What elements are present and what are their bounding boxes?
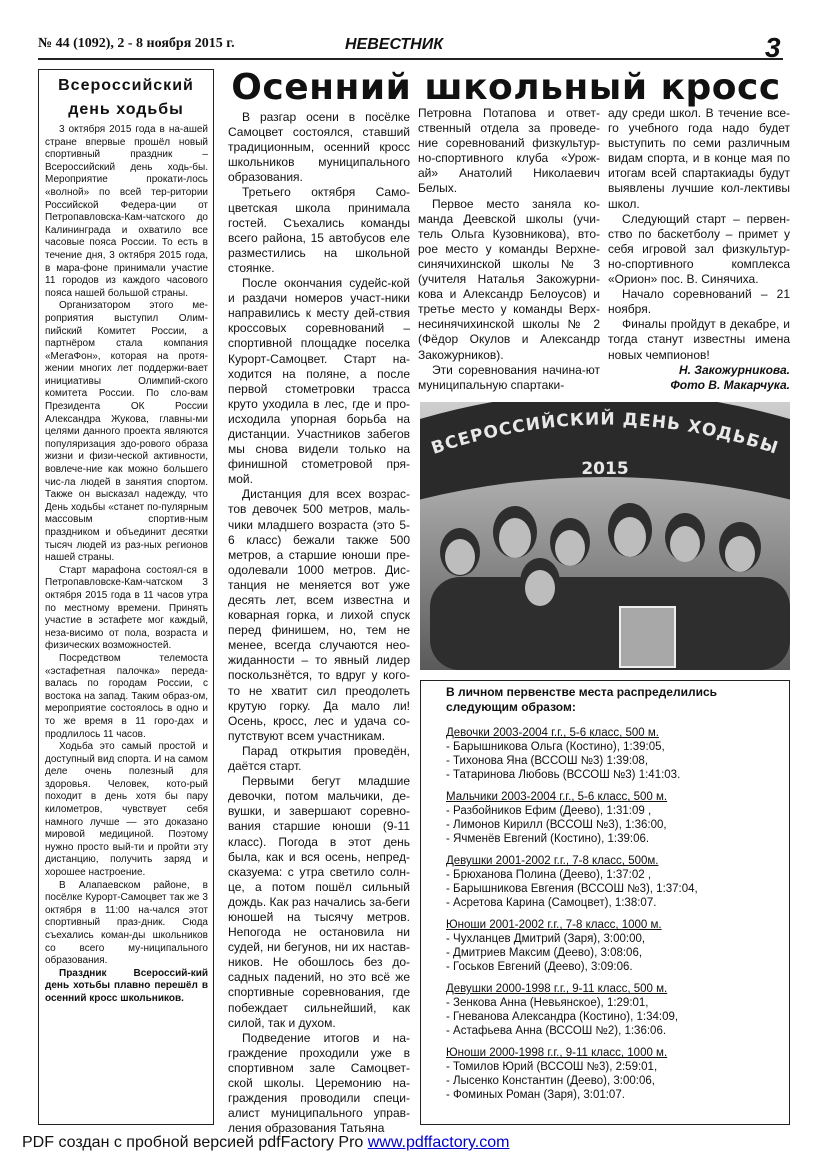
article-paragraph: Начало соревнований – 21 ноября. (608, 287, 790, 317)
sidebar-text (45, 124, 208, 1006)
results-row: - Барышникова Евгения (ВССОШ №3), 1:37:04, (446, 883, 698, 895)
sidebar-paragraph: В Алапаевском районе, в посёлке Курорт-Самоцвет так же 3 октября в 11:00 на-чался этот спортивный праз-дник. Сюда съехались коман-ды школьников со всего му-ниципального образования. (45, 879, 208, 967)
sidebar-paragraph: Старт марафона состоял-ся в Петропавловске-Кам-чатском 3 октября 2015 года в 11 часов утра по местному времени. Принять участие в эстафете мог каждый, неза-висимо от пола, возраста и физических возможностей. (45, 564, 208, 652)
results-row: - Барышникова Ольга (Костино), 1:39:05, (446, 741, 665, 753)
article-paragraph: Дистанция для всех возрас-тов девочек 500 метров, маль-чики младшего возраста (это 5-6 класс) бежали также 500 метров, а старшие юноши пре-одолевали 1000 метров. Дис-танция не меняется вот уже десять лет, всем известна и коварная горка, и лихой спуск перед финишем, но, тем не менее, всегда случаются нео-жиданности – то явный лидер поскользнётся, то вдруг у кого-то не хватит сил преодолеть крутую горку. Да мало ли! Осень, кросс, лес и удача со-путствуют всем участникам. (228, 487, 410, 743)
results-row: - Разбойников Ефим (Деево), 1:31:09 , (446, 805, 652, 817)
results-row: - Татаринова Любовь (ВССОШ №3) 1:41:03. (446, 769, 681, 781)
results-row: - Чухланцев Дмитрий (Заря), 3:00:00, (446, 933, 646, 945)
results-category-title: Девочки 2003-2004 г.г., 5-6 класс, 500 м. (446, 727, 659, 739)
results-row: - Томилов Юрий (ВССОШ №3), 2:59:01, (446, 1061, 658, 1073)
pdf-footer (22, 1134, 509, 1152)
results-row: - Зенкова Анна (Невьянское), 1:29:01, (446, 997, 649, 1009)
article-paragraph: Третьего октября Само-цветская школа принимала гостей. Съехались команды всего района, 15 автобусов еле разместились на школьной стоянке. (228, 185, 410, 275)
results-content (446, 685, 786, 1102)
results-category-title: Юноши 2000-1998 г.г., 9-11 класс, 1000 м. (446, 1047, 668, 1059)
results-category-title: Юноши 2001-2002 г.г., 7-8 класс, 1000 м. (446, 919, 662, 931)
sidebar-title-line2: день ходьбы (68, 101, 184, 118)
article-paragraph: Первое место заняла ко-манда Деевской школы (учи-тель Ольга Кузовникова), вто-рое место у команды Верхне-синячихинской школы № 3 (учителя Наталья Закожурни-кова и Александр Белоусов) и третье место у команды Верх-несинячихинской школы № 2 (Фёдор Окулов и Александр Закожурников). (418, 196, 600, 362)
sidebar-title-line1: Всероссийский (58, 77, 194, 94)
article-paragraph: Следующий старт – первен-ство по баскетболу – примет у себя игровой зал физкультур-но-спортивного комплекса «Орион» пос. В. Синячиха. (608, 211, 790, 287)
certificate-frame (620, 607, 675, 667)
article-author: Н. Закожурникова. (678, 362, 790, 377)
results-row: - Ячменёв Евгений (Костино), 1:39:06. (446, 833, 650, 845)
article-column-2 (418, 106, 600, 393)
results-category-title: Девушки 2000-1998 г.г., 9-11 класс, 500 м. (446, 983, 668, 995)
footer-link[interactable]: www.pdffactory.com (367, 1134, 510, 1151)
page-number: 3 (765, 32, 781, 63)
header-rule (38, 58, 783, 60)
sidebar-paragraph: Организатором этого ме-роприятия выступил Олим-пийский Комитет России, а партнёром стала компания «МегаФон», которая на протя-жении многих лет поддержи-вает инициативы Олимпий-ского комитета России. По сло-вам Президента ОК России Александра Жукова, главны-ми целями данного проекта являются популяризация здо-рового образа жизни и физи-ческой активности, вовлече-ние как можно большего чис-ла людей в занятия спортом. Также он высказал надежду, что День ходьбы «станет по-пулярным массовым спортив-ным праздником и объединит десятки тысяч людей из раз-ных регионов нашей страны. (45, 300, 208, 564)
sidebar-paragraph: Посредством телемоста «эстафетная палочка» переда-валась по городам России, с востока на запад. Таким образ-ом, мероприятие состоялось в одно и то же время в 11 горо-дах и продлилось 11 часов. (45, 652, 208, 740)
results-category-title: Мальчики 2003-2004 г.г., 5-6 класс, 500 м. (446, 791, 668, 803)
sidebar-paragraph: 3 октября 2015 года в на-ашей стране впервые прошёл новый спортивный праздник – Всероссийский день ходь-бы. Мероприятие прокати-лось «волной» по всей тер-ритории Российской Федера-ции от Петропавловска-Кам-чатского до Калининграда и охватило все часовые пояса России. То есть в течение дня, 3 октября 2015 года, в мара-фоне принимали участие 11 городов из каждого часового пояса нашей большой страны. (45, 124, 208, 299)
article-paragraph: Петровна Потапова и ответ-ственный отдела за проведе-ние соревнований физкультур-но-спортивного клуба «Урож-ай» Анатолий Николаевич Белых. (418, 106, 600, 196)
article-paragraph: После окончания судейс-кой и раздачи номеров участ-ники направились к месту дей-ствия кроссовых соревнований – спортивной площадке поселка Курорт-Самоцвет. Старт на-ходится на поляне, а после первой стометровки трасса круто уходила в лес, где и про-исходила упорная борьба на дистанции. Участников забегов мы снова видели только на финишной стометровой пря-мой. (228, 276, 410, 487)
article-headline: Осенний школьный кросс (231, 67, 781, 108)
article-paragraph: В разгар осени в посёлке Самоцвет состоялся, ставший традиционным, осенний кросс школьников муниципального образования. (228, 110, 410, 185)
article-paragraph: Эти соревнования начина-ют муниципальную спартаки- (418, 362, 600, 392)
photo-credit: Фото В. Макарчука. (670, 377, 790, 392)
team-photo-graphic (420, 402, 790, 670)
results-row: - Брюханова Полина (Деево), 1:37:02 , (446, 869, 652, 881)
results-row: - Лысенко Константин (Деево), 3:00:06, (446, 1075, 655, 1087)
results-row: - Тихонова Яна (ВССОШ №3) 1:39:08, (446, 755, 649, 767)
results-row: - Фоминых Роман (Заря), 3:01:07. (446, 1089, 625, 1101)
article-column-3 (608, 106, 790, 393)
results-category-title: Девушки 2001-2002 г.г., 7-8 класс, 500м. (446, 855, 659, 867)
footer-text: PDF создан с пробной версией pdfFactory Pro (22, 1134, 368, 1151)
sidebar-closing: Праздник Всероссий-кий день хотьбы плавно перешёл в осенний кросс школьников. (45, 967, 208, 1004)
results-row: - Дмитриев Максим (Деево), 3:08:06, (446, 947, 643, 959)
results-row: - Асретова Карина (Самоцвет), 1:38:07. (446, 897, 657, 909)
article-column-1 (228, 110, 410, 1136)
article-paragraph: Парад открытия проведён, даётся старт. (228, 743, 410, 774)
article-paragraph: Первыми бегут младшие девочки, потом мальчики, де-вушки, и завершают соревно-вания старшие юноши (9-11 класс). Погода в этот день была, как и вся осень, непред-сказуема: с утра светило солн-це, а потом пошёл сильный дождь. Как раз начались за-беги юношей на тысячу метров. Непогода не остановила ни судей, ни бегунов, ни их настав-ников. Не обошлось без до-садных падений, но это всё же спортивные соревнования, где побеждает сильнейший, как силой, так и духом. (228, 774, 410, 1030)
banner-text: ВСЕРОССИЙСКИЙ ДЕНЬ ХОДЬБЫ (428, 409, 782, 459)
results-row: - Лимонов Кирилл (ВССОШ №3), 1:36:00, (446, 819, 667, 831)
results-row: - Гневанова Александра (Костино), 1:34:09, (446, 1011, 679, 1023)
results-heading: В личном первенстве места распределились следующим образом: (446, 685, 717, 714)
sidebar-title (46, 74, 206, 122)
results-row: - Астафьева Анна (ВССОШ №2), 1:36:06. (446, 1025, 667, 1037)
banner-year: 2015 (581, 459, 629, 479)
newspaper-name: НЕВЕСТНИК (345, 36, 444, 53)
results-row: - Госьков Евгений (Деево), 3:09:06. (446, 961, 633, 973)
article-paragraph: Финалы пройдут в декабре, и тогда станут известны имена новых чемпионов! (608, 317, 790, 362)
team-photo (420, 402, 790, 670)
sidebar-paragraph: Ходьба это самый простой и доступный вид спорта. И на самом деле очень полезный для здоровья. Человек, кото-рый походит в день хотя бы пару километров, чувствует себя намного лучше — это доказано мировой медициной. Поэтому нужно просто вый-ти и пройти эту дистанцию, получить заряд и хорошее настроение. (45, 741, 208, 879)
article-paragraph: аду среди школ. В течение все-го учебного года надо будет выступить по семи различным видам спорта, и в конце мая по итогам всей спартакиады будут выявлены лучшие кол-лективы школ. (608, 106, 790, 211)
issue-date: № 44 (1092), 2 - 8 ноября 2015 г. (38, 36, 235, 51)
article-paragraph: Подведение итогов и на-граждение проходили уже в спортивном зале Самоцвет-ской школы. Церемонию на-граждения проводили специ-алист муниципального управ-ления образования Татьяна (228, 1030, 410, 1136)
